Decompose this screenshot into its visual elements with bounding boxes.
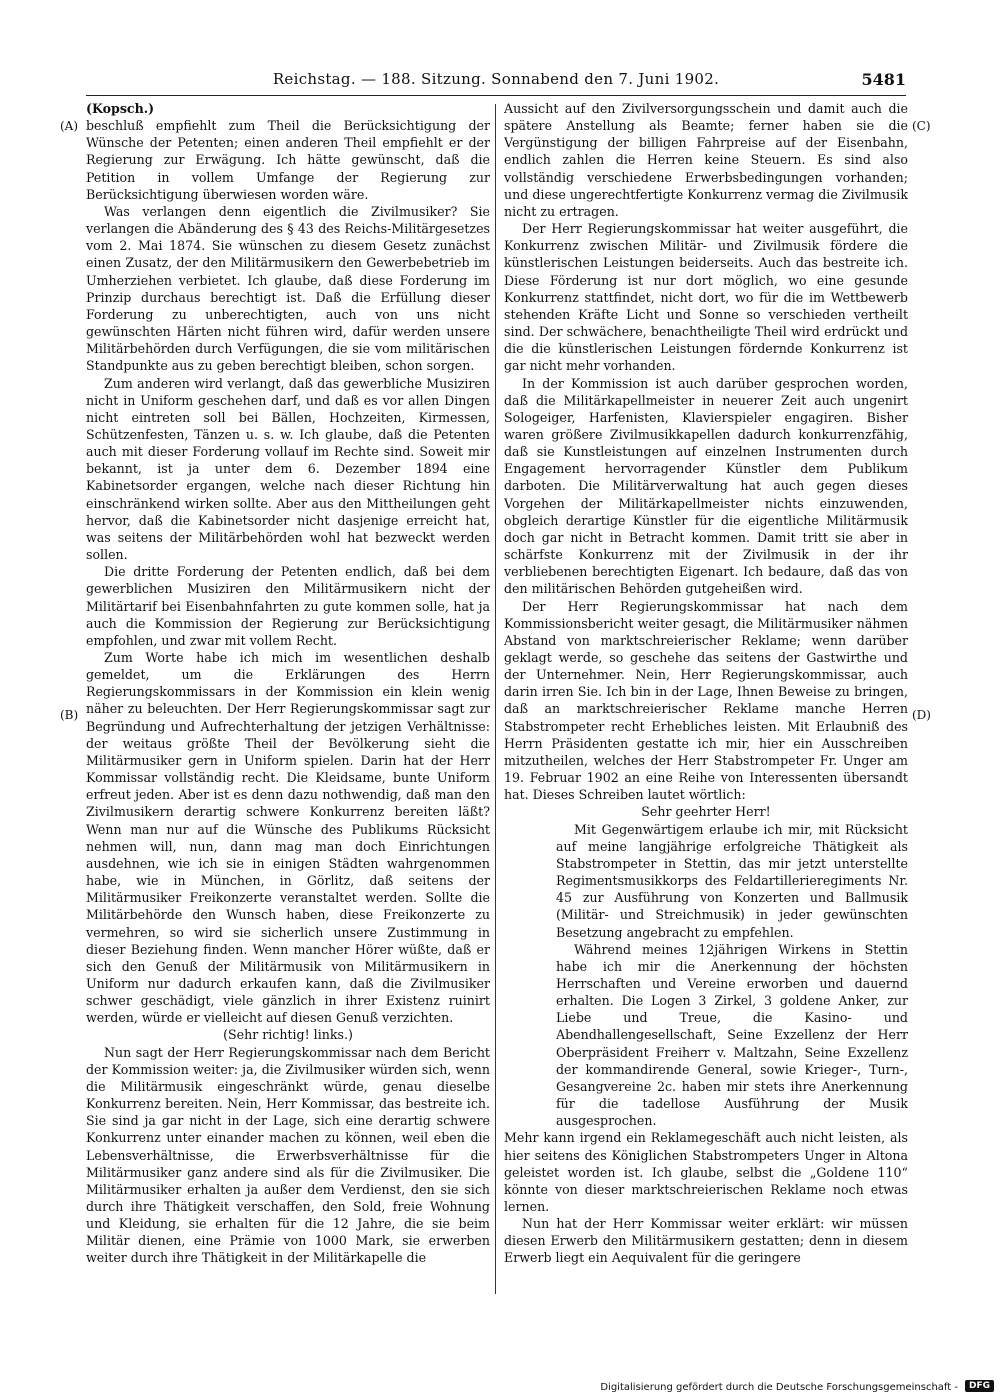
paragraph: Der Herr Regierungskommissar hat nach dem Kommissionsbericht weiter gesagt, die Militärmusiker nähmen Abstand von marktschreierischer Reklame; wenn darüber geklagt werde, so geschehe das seitens der Gastwirthe und der Unternehmer. Nein, Herr Regierungskommissar, auch darin irren Sie. Ich bin in der Lage, Ihnen Beweise zu bringen, daß an marktschreierischer Reklame manche Herren Stabstrompeter recht Erhebliches leisten. Mit Erlaubniß des Herrn Präsidenten gestatte ich mir, hier ein Ausschreiben mitzutheilen, welches der Herr Stabstrompeter Fr. Unger am 19. Februar 1902 an eine Reihe von Interessenten übersandt hat. Dieses Schreiben lautet wörtlich:: [504, 598, 908, 803]
right-column: [504, 100, 908, 1267]
running-title: Reichstag. — 188. Sitzung. Sonnabend den 7. Juni 1902.: [272, 70, 720, 88]
paragraph: In der Kommission ist auch darüber gesprochen worden, daß die Militärkapellmeister in neuerer Zeit auch ungenirt Sologeiger, Harfenisten, Klavierspieler engagiren. Bisher waren größere Zivilmusikkapellen dadurch konkurrenzfähig, daß sie Kunstleistungen auf einzelnen Instrumenten durch Engagement hervorragender Künstler dem Publikum darboten. Die Militärverwaltung hat auch gegen dieses Vorgehen der Militärkapellmeister nichts einzuwenden, obgleich derartige Künstler für die eigentliche Militärmusik doch gar nicht in Betracht kommen. Damit tritt sie aber in schärfste Konkurrenz mit der Zivilmusik in der ihr verbliebenen berechtigten Eigenart. Ich bedaure, daß das von den militärischen Behörden gutgeheißen wird.: [504, 375, 908, 597]
paragraph: Der Herr Regierungskommissar hat weiter ausgeführt, die Konkurrenz zwischen Militär- und Zivilmusik fördere die künstlerischen Leistungen beiderseits. Auch das bestreite ich. Diese Förderung ist nur dort möglich, wo eine gesunde Konkurrenz stattfindet, nicht dort, wo für die im Wettbewerb stehenden Kräfte Licht und Sonne so verschieden vertheilt sind. Der schwächere, benachtheiligte Theil wird erdrückt und die die künstlerischen Leistungen fördernde Konkurrenz ist gar nicht mehr vorhanden.: [504, 221, 908, 374]
margin-marker-a: (A): [60, 119, 79, 133]
dfg-logo: DFG: [965, 1380, 994, 1392]
quoted-letter: [556, 821, 908, 1130]
margin-marker-c: (C): [912, 119, 931, 133]
paragraph: Nun hat der Herr Kommissar weiter erklärt: wir müssen diesen Erwerb den Militärmusikern gestatten; denn in diesem Erwerb liegt ein Aequivalent für die geringere: [504, 1216, 908, 1266]
margin-marker-d: (D): [912, 708, 931, 722]
running-header: [86, 70, 906, 94]
paragraph: Die dritte Forderung der Petenten endlich, daß bei dem gewerblichen Musiziren den Militärmusikern nicht der Militärtarif bei Eisenbahnfahrten zu gute kommen solle, hat ja auch die Kommission der Regierung zur Berücksichtigung empfohlen, und zwar mit vollem Recht.: [86, 564, 490, 648]
paragraph: beschluß empfiehlt zum Theil die Berücksichtigung der Wünsche der Petenten; einen anderen Theil empfiehlt er der Regierung zur Erwägung. Ich hätte gewünscht, daß die Petition in vollem Umfange der Regierung zur Berücksichtigung überwiesen worden wäre.: [86, 118, 490, 202]
header-rule: [86, 95, 906, 96]
paragraph: Was verlangen denn eigentlich die Zivilmusiker? Sie verlangen die Abänderung des § 43 des Reichs-Militärgesetzes vom 2. Mai 1874. Sie wünschen zu diesem Gesetz zunächst einen Zusatz, der den Militärmusikern den Gewerbebetrieb im Umherziehen verbietet. Ich glaube, daß diese Forderung im Prinzip durchaus berechtigt ist. Daß die Erfüllung dieser Forderung zu unberechtigten, auch von uns nicht gewünschten Härten nicht führen wird, dafür werden unsere Militärbehörden durch Verfügungen, die sie vom militärischen Standpunkte aus zu geben berechtigt bleiben, schon sorgen.: [86, 203, 490, 374]
interjection: (Sehr richtig! links.): [223, 1027, 353, 1043]
speaker-label: (Kopsch.): [86, 101, 155, 116]
footer-text: Digitalisierung gefördert durch die Deutsche Forschungsgemeinschaft -: [600, 1382, 958, 1393]
page-number: 5481: [861, 70, 906, 89]
paragraph: Aussicht auf den Zivilversorgungsschein und damit auch die spätere Anstellung als Beamte; ferner haben sie die Vergünstigung der billigen Fahrpreise auf der Eisenbahn, endlich zahlen die Herren keine Steuern. Es sind also vollständig verschiedene Erwerbsbedingungen vorhanden; und diese ungerechtfertigte Konkurrenz vermag die Zivilmusik nicht zu ertragen.: [504, 101, 908, 219]
margin-marker-b: (B): [60, 708, 79, 722]
paragraph: Zum Worte habe ich mich im wesentlichen deshalb gemeldet, um die Erklärungen des Herrn Regierungskommissars in der Kommission ein klein wenig näher zu beleuchten. Der Herr Regierungskommissar sagt zur Begründung und Aufrechterhaltung der jetzigen Verhältnisse: der weitaus größte Theil der Bevölkerung sieht die Militärmusiker gern in Uniform spielen. Darin hat der Herr Kommissar vollständig recht. Die Kleidsame, bunte Uniform erfreut jeden. Aber ist es denn dazu nothwendig, daß man den Zivilmusikern derartig schwere Konkurrenz bereiten läßt? Wenn man nur auf die Wünsche des Publikums Rücksicht nehmen will, nun, dann mag man doch Einrichtungen ausdehnen, wie ich sie in einigen Städten wahrgenommen habe, wie in München, in Görlitz, daß seitens der Militärmusiker Freikonzerte veranstaltet werden. Sollte die Militärbehörde den Wunsch haben, diese Freikonzerte zu vermehren, so wird sie sicherlich unsere Zustimmung in dieser Beziehung finden. Wenn mancher Hörer wüßte, daß er sich den Genuß der Militärmusik von Militärmusikern in Uniform nur dadurch erkaufen kann, daß die Zivilmusiker schwer geschädigt, viele gänzlich in ihrer Existenz ruinirt werden, würde er vielleicht auf diesen Genuß verzichten.: [86, 650, 490, 1026]
column-divider: [495, 104, 496, 1294]
quote-paragraph: Mit Gegenwärtigem erlaube ich mir, mit Rücksicht auf meine langjährige erfolgreiche Thätigkeit als Stabstrompeter in Stettin, das mir jetzt unterstellte Regimentsmusikkorps des Feldartillerieregiments Nr. 45 zur Ausführung von Konzerten und Ballmusik (Militär- und Streichmusik) in jeder gewünschten Besetzung angebracht zu empfehlen.: [556, 821, 908, 940]
paragraph: Nun sagt der Herr Regierungskommissar nach dem Bericht der Kommission weiter: ja, die Zivilmusiker würden sich, wenn die Militärmusik eingeschränkt würde, genau dieselbe Konkurrenz bereiten. Nein, Herr Kommissar, das bestreite ich. Sie sind ja gar nicht in der Lage, sich eine derartig schwere Konkurrenz unter einander machen zu können, weil eben die Lebensverhältnisse, die Erwerbsverhältnisse für die Militärmusiker ganz andere sind als für die Zivilmusiker. Die Militärmusiker erhalten ja außer dem Verdienst, den sie sich durch ihre Thätigkeit verschaffen, den Sold, freie Wohnung und Kleidung, sie erhalten für die 12 Jahre, die sie beim Militär dienen, eine Prämie von 1000 Mark, sie erwerben weiter durch ihre Thätigkeit in der Militärkapelle die: [86, 1044, 490, 1266]
paragraph: Mehr kann irgend ein Reklamegeschäft auch nicht leisten, als hier seitens des Königlichen Stabstrompeters Unger in Altona geleistet worden ist. Ich glaube, selbst die „Goldene 110“ könnte von dieser marktschreierischen Reklame noch etwas lernen.: [504, 1130, 908, 1214]
left-column: [86, 100, 490, 1267]
digitization-footer: [560, 1379, 1000, 1397]
paragraph: Zum anderen wird verlangt, daß das gewerbliche Musiziren nicht in Uniform geschehen darf, und daß es vor allen Dingen nicht eintreten soll bei Bällen, Hochzeiten, Kirmessen, Schützenfesten, Tänzen u. s. w. Ich glaube, daß die Petenten auch mit dieser Forderung vollauf im Rechte sind. Soweit mir bekannt, ist ja unter dem 6. Dezember 1894 eine Kabinetsorder ergangen, welche nach dieser Richtung hin einschränkend wirken sollte. Aber aus den Mittheilungen geht hervor, daß die Kabinetsorder nicht dasjenige erreicht hat, was seitens der Militärbehörden wohl hat bezweckt werden sollen.: [86, 375, 490, 563]
letter-salutation: Sehr geehrter Herr!: [641, 804, 771, 820]
quote-paragraph: Während meines 12jährigen Wirkens in Stettin habe ich mir die Anerkennung der höchsten Herrschaften und Vereine erworben und dauernd erhalten. Die Logen 3 Zirkel, 3 goldene Anker, zur Liebe und Treue, die Kasino- und Abendhallengesellschaft, Seine Exzellenz der Herr Oberpräsident Freiherr v. Maltzahn, Seine Exzellenz der kommandirende General, sowie Krieger-, Turn-, Gesangvereine 2c. haben mir stets ihre Anerkennung für die tadellose Ausführung der Musik ausgesprochen.: [556, 941, 908, 1129]
